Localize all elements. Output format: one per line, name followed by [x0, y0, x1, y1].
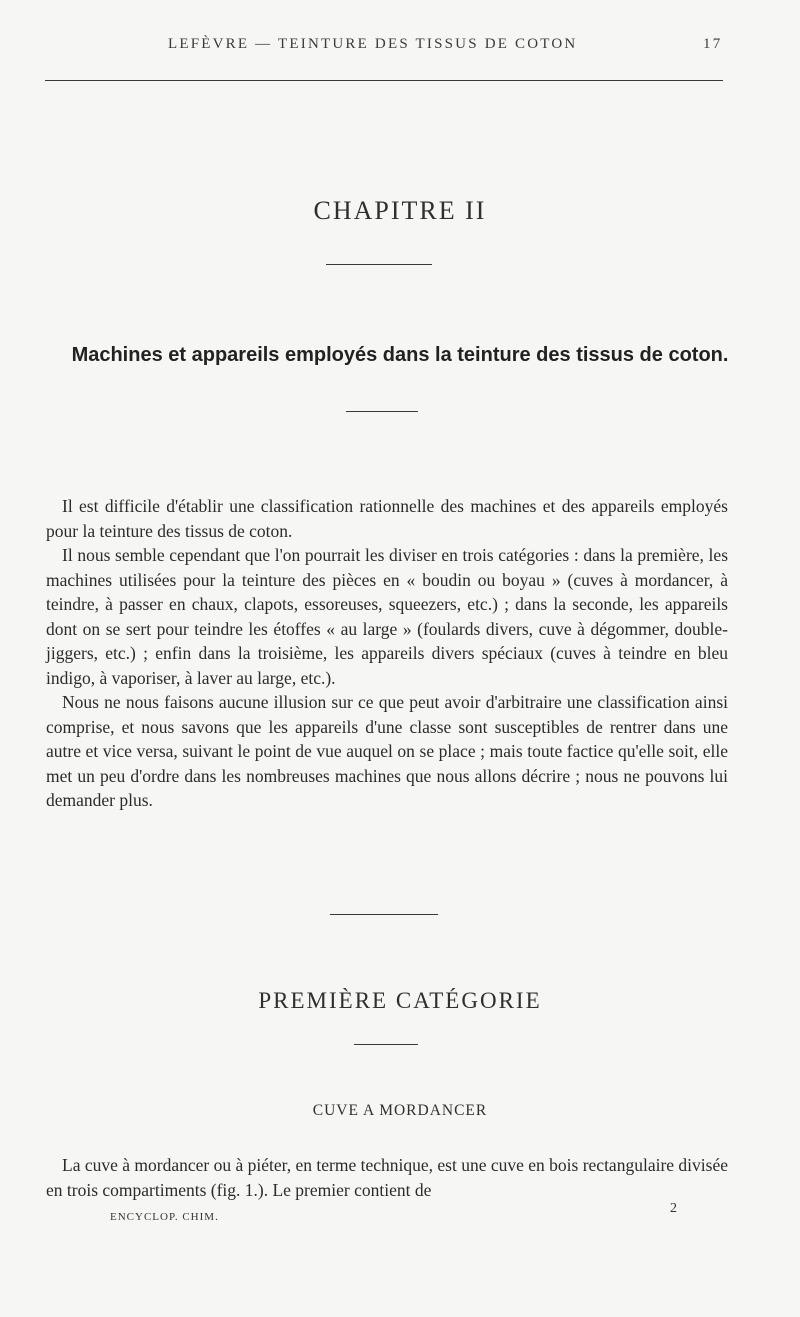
section-text: [46, 1153, 728, 1202]
section-paragraph: La cuve à mordancer ou à piéter, en terme technique, est une cuve en bois rectangulaire divisée en trois compartiments (fig. 1.). Le premier contient de: [46, 1155, 728, 1200]
footer-signature: ENCYCLOP. CHIM.: [110, 1211, 219, 1223]
intro-text: [46, 494, 728, 813]
sheet-number: 2: [670, 1201, 677, 1216]
section-title: PREMIÈRE CATÉGORIE: [258, 988, 542, 1013]
intro-paragraph: Nous ne nous faisons aucune illusion sur ce que peut avoir d'arbitraire une classification ainsi comprise, et nous savons que les appareils d'une classe sont susceptibles de rentrer dans une autre et vice versa, suivant le point de vue auquel on se place ; mais toute factice qu'elle soit, elle met un peu d'ordre dans les nombreuses machines que nous allons décrire ; nous ne pouvons lui demander plus.: [46, 692, 728, 810]
subtitle-divider: [346, 411, 418, 412]
intro-paragraph: Il est difficile d'établir une classification rationnelle des machines et des appareils employés pour la teinture des tissus de coton.: [46, 496, 728, 541]
chapter-divider: [326, 264, 432, 265]
section-divider: [330, 914, 438, 915]
chapter-subtitle: Machines et appareils employés dans la teinture des tissus de coton.: [71, 344, 729, 366]
chapter-heading: CHAPITRE II: [313, 196, 487, 225]
intro-paragraph: Il nous semble cependant que l'on pourrait les diviser en trois catégories : dans la première, les machines utilisées pour la teinture des pièces en « boudin ou boyau » (cuves à mordancer, à teindre, à passer en chaux, clapots, essoreuses, squeezers, etc.) ; dans la seconde, les appareils dont on se sert pour teindre les étoffes « au large » (foulards divers, cuve à dégommer, double-jiggers, etc.) ; enfin dans la troisième, les appareils divers spéciaux (cuves à teindre en bleu indigo, à vaporiser, à laver au large, etc.).: [46, 545, 728, 688]
subsection-title: CUVE A MORDANCER: [312, 1102, 488, 1119]
header-rule: [45, 80, 723, 81]
running-head: [0, 36, 800, 56]
section-title-divider: [354, 1044, 418, 1045]
running-head-title: LEFÈVRE — TEINTURE DES TISSUS DE COTON: [168, 36, 578, 52]
page-number: 17: [703, 36, 723, 52]
